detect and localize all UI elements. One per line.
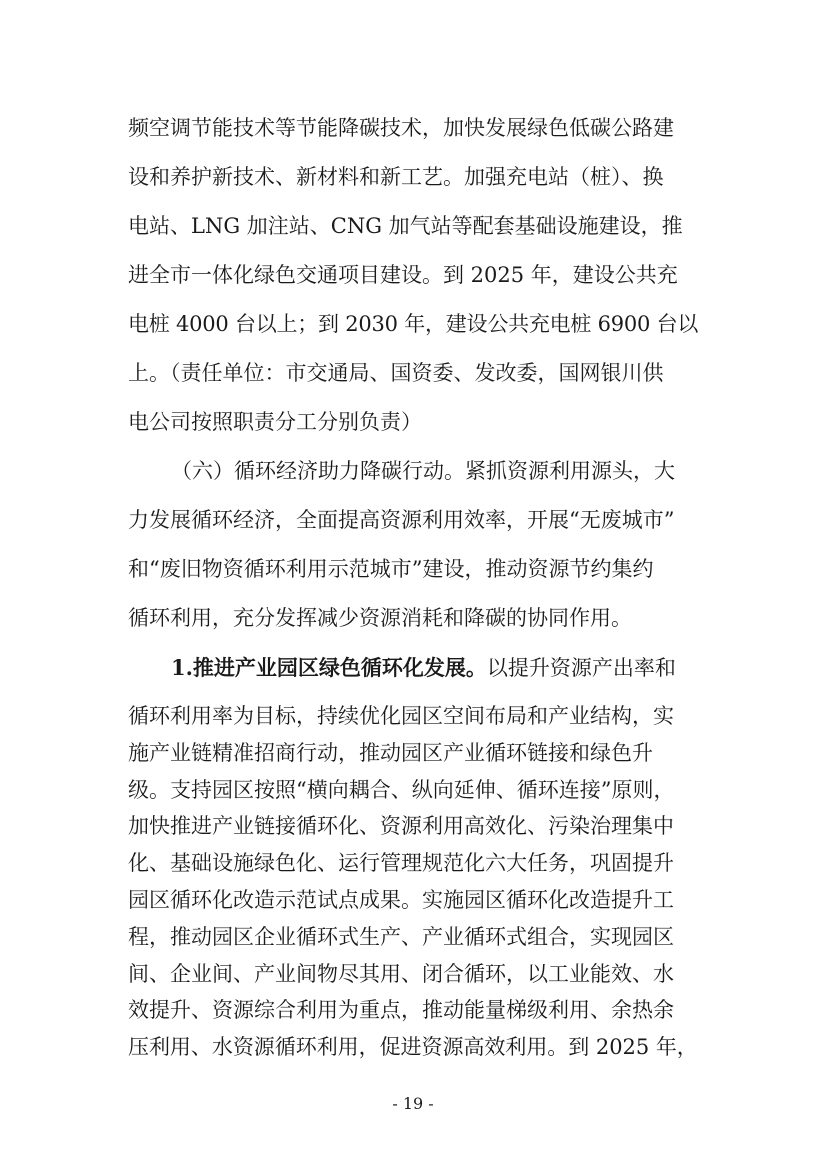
subsection-heading-line	[171, 657, 698, 679]
subsection-title: 1.推进产业园区绿色循环化发展。	[171, 655, 487, 680]
text-line: 加快推进产业链接循环化、资源利用高效化、污染治理集中	[128, 814, 674, 839]
text-line: 循环利用，充分发挥减少资源消耗和降碳的协同作用。	[128, 606, 632, 630]
section-heading-line: （六）循环经济助力降碳行动。紧抓资源利用源头，大	[171, 459, 675, 483]
text-line: 园区循环化改造示范试点成果。实施园区循环化改造提升工	[128, 888, 674, 912]
text-line: 级。支持园区按照“横向耦合、纵向延伸、循环连接”原则，	[128, 777, 675, 802]
text-line: 间、企业间、产业间物尽其用、闭合循环，以工业能效、水	[128, 961, 674, 986]
text-line: 效提升、资源综合利用为重点，推动能量梯级利用、余热余	[128, 998, 674, 1023]
text-line: 电桩 4000 台以上；到 2030 年，建设公共充电桩 6900 台以	[128, 312, 699, 336]
page-number: - 19 -	[392, 1094, 434, 1113]
subsection-text: 以提升资源产出率和	[486, 656, 676, 680]
text-line: 程，推动园区企业循环式生产、产业循环式组合，实现园区	[128, 924, 674, 949]
text-line: 循环利用率为目标，持续优化园区空间布局和产业结构，实	[128, 704, 674, 728]
text-line: 频空调节能技术等节能降碳技术，加快发展绿色低碳公路建	[128, 116, 674, 140]
text-line: 化、基础设施绿色化、运行管理规范化六大任务，巩固提升	[128, 851, 674, 876]
text-line: 上。（责任单位：市交通局、国资委、发改委，国网银川供	[128, 361, 664, 385]
text-line: 进全市一体化绿色交通项目建设。到 2025 年，建设公共充	[128, 263, 678, 287]
text-line: 施产业链精准招商行动，推动园区产业循环链接和绿色升	[128, 740, 653, 765]
text-line: 电站、LNG 加注站、CNG 加气站等配套基础设施建设，推	[128, 214, 683, 238]
text-line: 力发展循环经济，全面提高资源利用效率，开展“无废城市”	[128, 508, 675, 532]
text-line: 设和养护新技术、新材料和新工艺。加强充电站（桩）、换	[128, 165, 664, 189]
text-line: 和“废旧物资循环利用示范城市”建设，推动资源节约集约	[128, 557, 654, 581]
text-line: 电公司按照职责分工分别负责）	[128, 410, 422, 434]
text-line: 压利用、水资源循环利用，促进资源高效利用。到 2025 年，	[128, 1035, 698, 1060]
